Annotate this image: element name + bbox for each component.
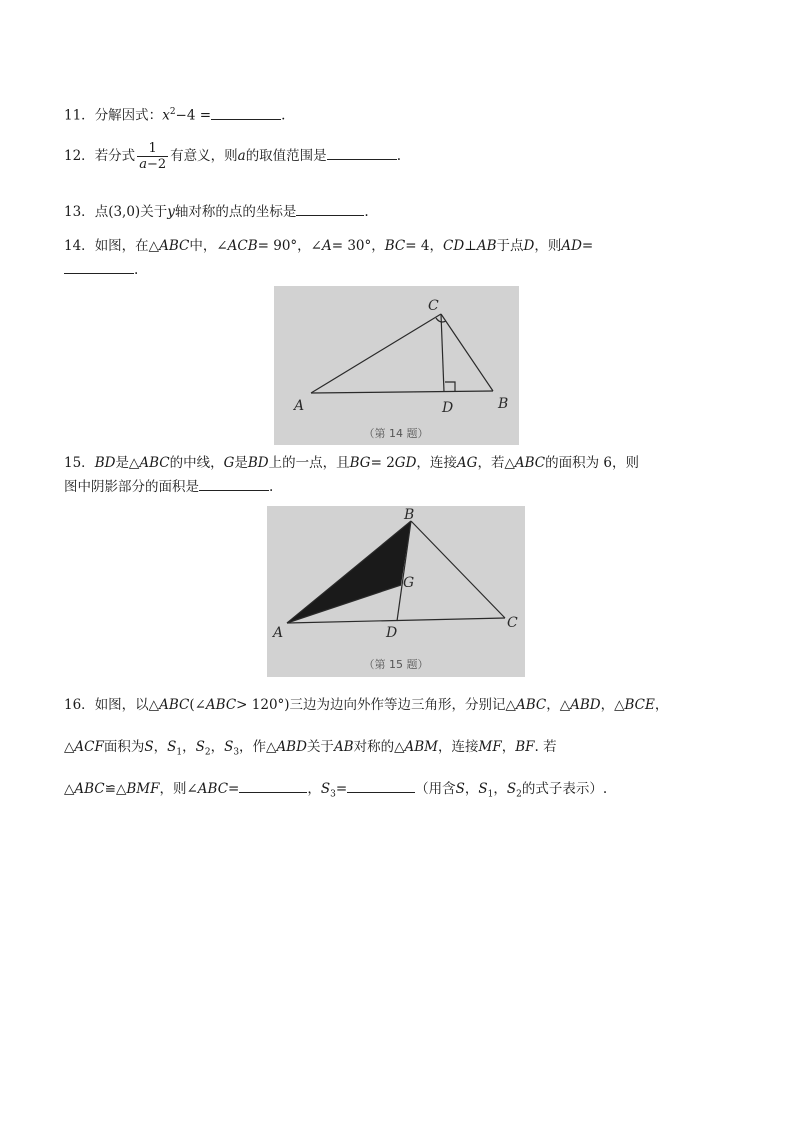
math-subscript: 3 [330, 789, 336, 800]
math-var: ACF [74, 739, 104, 755]
question-text: ， [464, 781, 479, 797]
answer-blank[interactable] [327, 147, 397, 160]
math-expr: −2 [146, 157, 167, 172]
question-text: 图中阴影部分的面积是 [64, 479, 199, 495]
question-text: ，连接 [438, 739, 479, 755]
question-text: ≌△ [104, 781, 127, 797]
math-var: BF [515, 739, 535, 755]
question-text: = [228, 781, 240, 797]
math-var: S [320, 781, 331, 797]
answer-blank[interactable] [64, 261, 134, 274]
figure-14-diagram [274, 286, 519, 445]
question-text: ， [501, 739, 516, 755]
segment-ac [287, 618, 505, 623]
math-var: ABC [139, 455, 170, 471]
question-text: ， [493, 781, 507, 797]
math-var: a [237, 148, 246, 164]
label-d: D [442, 400, 454, 416]
math-subscript: 3 [233, 747, 240, 758]
math-var: ABC [205, 697, 237, 713]
math-var: BD [247, 455, 269, 471]
segment-cb [441, 314, 493, 391]
segment-ab [311, 391, 493, 393]
label-a: A [273, 625, 284, 641]
question-13 [64, 203, 369, 221]
question-text: 轴对称的点的坐标是 [174, 204, 297, 220]
question-text: 中，∠ [189, 238, 228, 254]
math-var: CD [442, 238, 465, 254]
right-angle-mark-d [445, 382, 455, 392]
math-var: MF [478, 739, 502, 755]
math-var: ABC [197, 781, 229, 797]
segment-cd [441, 314, 444, 392]
math-var: ABD [570, 697, 601, 713]
math-var: G [223, 455, 235, 471]
question-text: ， [153, 739, 168, 755]
question-text: = [581, 238, 594, 254]
question-16-line-2 [64, 738, 557, 762]
question-number: 14． [64, 238, 95, 254]
math-var: AD [561, 238, 582, 254]
math-var: ABM [404, 739, 438, 755]
math-exponent: 2 [169, 107, 176, 117]
answer-blank-angle[interactable] [239, 780, 307, 793]
math-var: ABC [514, 455, 546, 471]
question-text: ⊥ [464, 238, 477, 254]
question-text: = 90°，∠ [257, 238, 322, 254]
question-text: 的取值范围是 [245, 148, 327, 164]
label-c: C [428, 298, 439, 314]
question-text: 有意义，则 [170, 148, 238, 164]
math-point: (3,0) [108, 204, 141, 220]
question-text: 对称的△ [353, 739, 405, 755]
math-var: AG [456, 455, 478, 471]
question-text: 于点 [496, 238, 524, 254]
label-a: A [294, 398, 305, 414]
figure-caption: （第 15 题） [363, 658, 429, 671]
question-text: △ [64, 781, 75, 797]
math-var: x [162, 107, 170, 124]
math-expr: −4 = [175, 107, 212, 124]
math-var: GD [394, 455, 417, 471]
math-var: S [478, 781, 488, 797]
question-text: 是 [234, 455, 248, 471]
question-text: 关于 [306, 739, 334, 755]
segment-bc [411, 521, 505, 618]
question-15-line-1 [64, 454, 639, 472]
question-text: ，连接 [416, 455, 457, 471]
question-text: △ [64, 739, 75, 755]
question-number: 13． [64, 204, 95, 220]
question-number: 12． [64, 148, 95, 164]
figure-15-diagram [267, 506, 525, 677]
question-15-line-2 [64, 478, 273, 496]
answer-blank[interactable] [211, 107, 281, 120]
question-text: 若分式 [94, 148, 136, 164]
question-14-line-2 [64, 261, 138, 279]
math-var: S [167, 739, 177, 755]
math-subscript: 1 [487, 789, 494, 800]
question-text: 的面积为 6，则 [545, 455, 639, 471]
math-var: S [455, 781, 465, 797]
math-subscript: 2 [516, 789, 522, 800]
label-d: D [386, 625, 398, 641]
label-b: B [498, 396, 509, 412]
question-text: 上的一点，且 [268, 455, 350, 471]
question-text: （用含 [415, 781, 456, 797]
math-var: BG [349, 455, 371, 471]
question-text: 的式子表示）. [521, 781, 608, 797]
math-var: D [523, 238, 535, 254]
answer-blank-area[interactable] [347, 780, 415, 793]
question-text: ，△ [546, 697, 571, 713]
math-var: S [144, 739, 154, 755]
math-var: ACB [227, 238, 258, 254]
math-subscript: 2 [204, 747, 211, 758]
math-var: AB [476, 238, 497, 254]
question-text: . 若 [534, 739, 557, 755]
question-11 [64, 103, 285, 125]
question-16-line-3 [64, 780, 607, 804]
period: . [134, 262, 139, 278]
math-var: AB [333, 739, 354, 755]
question-16-line-1 [64, 696, 668, 714]
question-text: = 30°， [331, 238, 385, 254]
answer-blank[interactable] [296, 203, 364, 216]
question-text: > 120°)三边为边向外作等边三角形，分别记△ [236, 697, 516, 713]
math-var: ABC [74, 781, 105, 797]
question-text: ，若△ [477, 455, 515, 471]
math-var: ABC [515, 697, 547, 713]
math-var: BC [384, 238, 406, 254]
question-number: 16． [64, 697, 95, 713]
question-text: = 2 [370, 455, 395, 471]
math-var: BMF [126, 781, 160, 797]
segment-ac [311, 314, 441, 393]
question-text: ， [182, 739, 196, 755]
math-var: S [224, 739, 234, 755]
math-var: ABC [159, 238, 190, 254]
figure-15 [267, 506, 525, 677]
question-text: ， [654, 697, 669, 713]
question-text: 如图，以△ [94, 697, 160, 713]
question-text: (∠ [189, 697, 206, 713]
period: . [396, 148, 401, 164]
question-text: ，△ [600, 697, 625, 713]
question-number: 11． [64, 107, 95, 124]
math-var: ABD [276, 739, 307, 755]
question-text: ， [307, 781, 321, 797]
math-var: ABC [159, 697, 190, 713]
figure-14 [274, 286, 519, 445]
fraction-numerator: 1 [137, 141, 168, 157]
question-text: 的中线， [169, 455, 224, 471]
period: . [364, 204, 369, 220]
figure-caption: （第 14 题） [363, 427, 429, 440]
question-text: = 4， [405, 238, 443, 254]
question-text: ，作△ [239, 739, 277, 755]
question-text: = [335, 781, 348, 797]
period: . [281, 107, 286, 124]
math-var: a [139, 157, 147, 172]
math-var: A [321, 238, 332, 254]
fraction [137, 141, 168, 172]
fraction-denominator [137, 157, 168, 172]
math-var: BCE [624, 697, 655, 713]
label-g: G [403, 575, 415, 591]
question-14-line-1 [64, 237, 593, 255]
label-b: B [404, 507, 415, 523]
question-12 [64, 141, 401, 172]
label-c: C [507, 615, 518, 631]
period: . [269, 479, 274, 495]
math-var: BD [94, 455, 116, 471]
question-text: 是△ [115, 455, 140, 471]
math-var: S [195, 739, 205, 755]
math-var: y [167, 204, 175, 220]
question-text: 如图，在△ [94, 238, 160, 254]
question-text: ， [210, 739, 225, 755]
question-text: 点 [94, 204, 109, 220]
question-text: 分解因式： [94, 107, 163, 124]
math-var: S [506, 781, 517, 797]
answer-blank[interactable] [199, 478, 269, 491]
question-text: ，则 [534, 238, 562, 254]
question-number: 15． [64, 455, 95, 471]
question-text: 面积为 [103, 739, 145, 755]
question-text: 关于 [140, 204, 168, 220]
math-subscript: 1 [176, 747, 183, 758]
question-text: ，则∠ [159, 781, 198, 797]
